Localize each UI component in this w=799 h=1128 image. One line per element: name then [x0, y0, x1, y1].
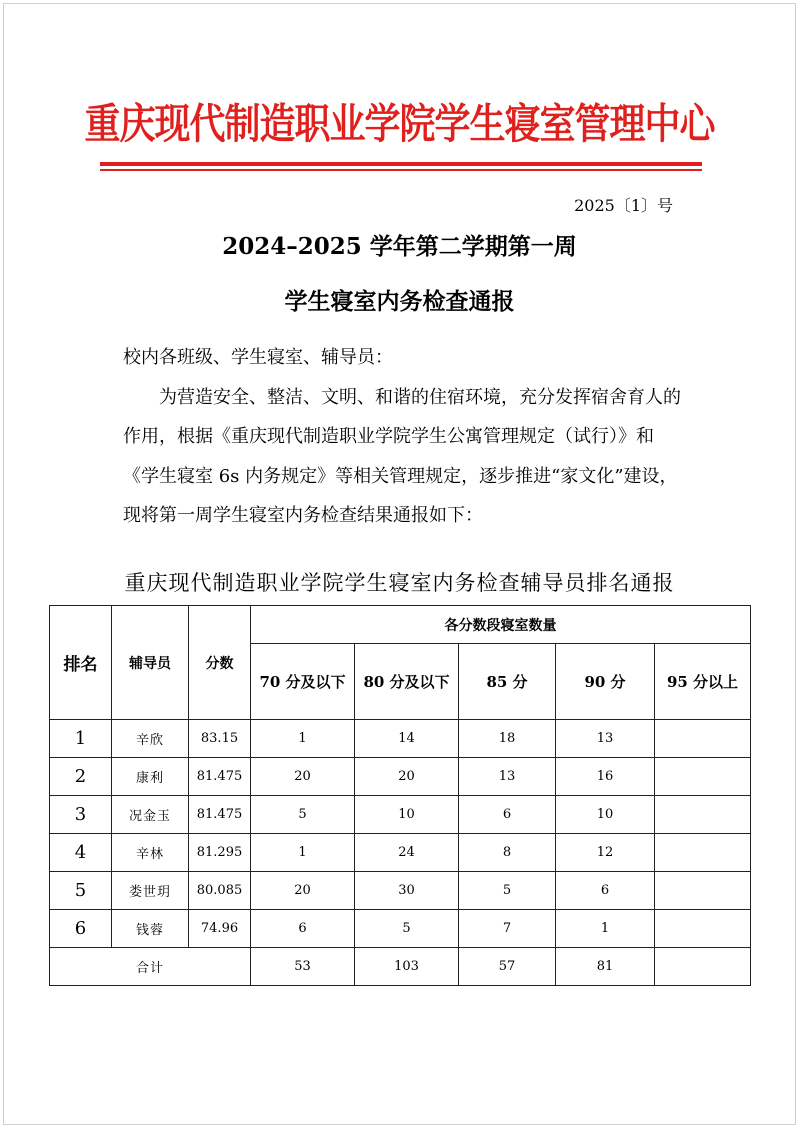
count-cell [655, 834, 751, 872]
table-row [50, 796, 751, 834]
total-count-cell: 57 [459, 948, 556, 986]
count-cell: 16 [556, 758, 655, 796]
total-count-cell [655, 948, 751, 986]
body-text [123, 338, 683, 536]
score-cell: 80.085 [189, 872, 251, 910]
count-cell: 13 [556, 720, 655, 758]
count-cell [655, 720, 751, 758]
count-cell: 1 [251, 720, 355, 758]
salutation: 校内各班级、学生寝室、辅导员： [123, 347, 393, 368]
score-cell: 74.96 [189, 910, 251, 948]
count-cell: 7 [459, 910, 556, 948]
count-cell [655, 796, 751, 834]
count-cell: 6 [459, 796, 556, 834]
score-cell: 81.475 [189, 796, 251, 834]
table-row [50, 758, 751, 796]
score-cell: 83.15 [189, 720, 251, 758]
count-cell: 10 [355, 796, 459, 834]
rank-cell: 5 [50, 872, 112, 910]
total-label: 合计 [50, 948, 251, 986]
count-cell: 10 [556, 796, 655, 834]
count-cell [655, 758, 751, 796]
count-cell: 1 [556, 910, 655, 948]
total-count-cell: 103 [355, 948, 459, 986]
rank-cell: 6 [50, 910, 112, 948]
letterhead-rule-thick [100, 162, 702, 166]
count-cell: 8 [459, 834, 556, 872]
count-cell: 5 [355, 910, 459, 948]
header-range-80: 80 分及以下 [355, 644, 459, 720]
document-title-line1: 2024–2025 学年第二学期第一周 [222, 233, 577, 260]
count-cell: 5 [251, 796, 355, 834]
table-title: 重庆现代制造职业学院学生寝室内务检查辅导员排名通报 [124, 571, 675, 595]
count-cell: 13 [459, 758, 556, 796]
counselor-cell: 康利 [112, 758, 189, 796]
header-range-90: 90 分 [556, 644, 655, 720]
body-paragraph: 为营造安全、整洁、文明、和谐的住宿环境，充分发挥宿舍育人的作用，根据《重庆现代制造职业学院学生公寓管理规定（试行）》和《学生寝室 6s 内务规定》等相关管理规定，逐步推进“家文化”建设，现将第一周学生寝室内务检查结果通报如下： [123, 386, 681, 526]
header-range-95: 95 分以上 [655, 644, 751, 720]
count-cell: 6 [251, 910, 355, 948]
table-row [50, 910, 751, 948]
count-cell: 1 [251, 834, 355, 872]
count-cell: 20 [251, 758, 355, 796]
count-cell: 6 [556, 872, 655, 910]
header-range-85: 85 分 [459, 644, 556, 720]
rank-cell: 1 [50, 720, 112, 758]
rank-cell: 4 [50, 834, 112, 872]
counselor-cell: 辛欣 [112, 720, 189, 758]
ranking-table [49, 605, 751, 986]
header-rank: 排名 [50, 606, 112, 720]
score-cell: 81.295 [189, 834, 251, 872]
header-score: 分数 [189, 606, 251, 720]
counselor-cell: 辛林 [112, 834, 189, 872]
total-count-cell: 81 [556, 948, 655, 986]
letterhead-rule-thin [100, 169, 702, 171]
count-cell: 14 [355, 720, 459, 758]
table-row [50, 834, 751, 872]
document-title-line2: 学生寝室内务检查通报 [284, 288, 515, 315]
table-row [50, 872, 751, 910]
table-row [50, 720, 751, 758]
count-cell: 5 [459, 872, 556, 910]
total-count-cell: 53 [251, 948, 355, 986]
rank-cell: 2 [50, 758, 112, 796]
count-cell: 20 [355, 758, 459, 796]
counselor-cell: 况金玉 [112, 796, 189, 834]
counselor-cell: 娄世玥 [112, 872, 189, 910]
count-cell: 12 [556, 834, 655, 872]
counselor-cell: 钱蓉 [112, 910, 189, 948]
header-counselor: 辅导员 [112, 606, 189, 720]
organization-letterhead: 重庆现代制造职业学院学生寝室管理中心 [84, 100, 715, 149]
count-cell: 20 [251, 872, 355, 910]
rank-cell: 3 [50, 796, 112, 834]
count-cell: 24 [355, 834, 459, 872]
header-range-70: 70 分及以下 [251, 644, 355, 720]
total-row [50, 948, 751, 986]
count-cell: 30 [355, 872, 459, 910]
count-cell: 18 [459, 720, 556, 758]
count-cell [655, 872, 751, 910]
score-cell: 81.475 [189, 758, 251, 796]
count-cell [655, 910, 751, 948]
header-range-group: 各分数段寝室数量 [251, 606, 751, 644]
document-number: 2025〔1〕号 [574, 196, 673, 215]
